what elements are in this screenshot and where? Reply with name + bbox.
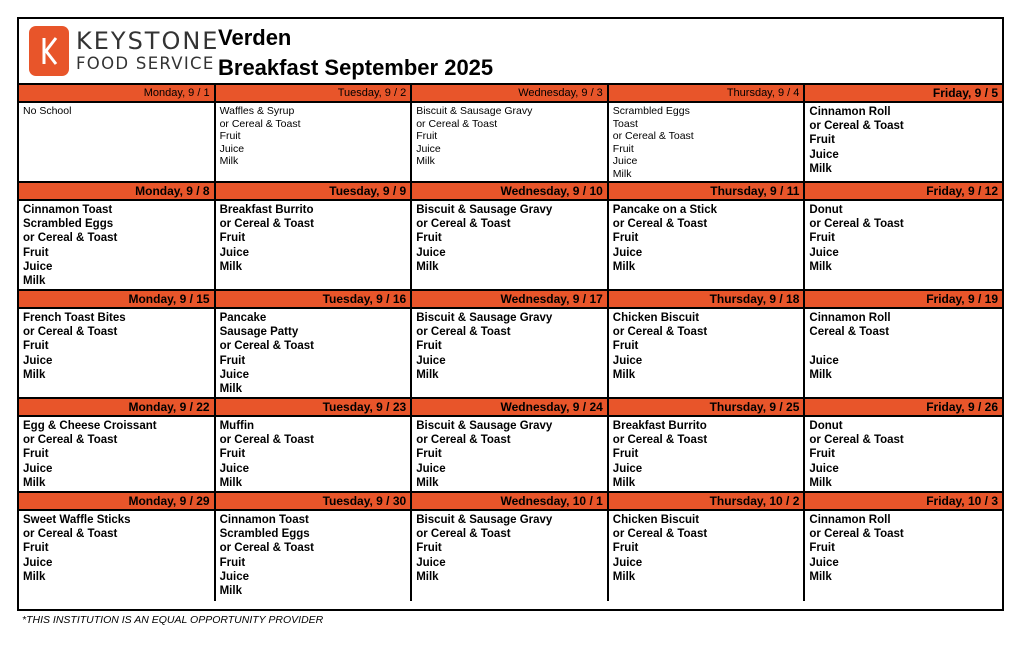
day-cell — [19, 183, 216, 291]
menu-item: Milk — [219, 584, 242, 597]
menu-item: Milk — [416, 476, 439, 489]
menu-item: Pancake — [219, 312, 267, 324]
menu-item: or Cereal & Toast — [219, 434, 314, 447]
day-date-header: Wednesday, 9 / 3 — [412, 85, 607, 103]
menu-item: Chicken Biscuit — [612, 514, 700, 526]
day-date-header: Monday, 9 / 8 — [19, 183, 214, 201]
day-cell — [412, 291, 609, 399]
menu-item: Milk — [416, 368, 439, 381]
menu-item: Fruit — [809, 232, 835, 245]
day-date-header: Friday, 10 / 3 — [805, 493, 1002, 511]
day-cell — [19, 493, 216, 601]
day-date-header: Monday, 9 / 29 — [19, 493, 214, 511]
day-date-header: Wednesday, 9 / 10 — [412, 183, 607, 201]
menu-item: Fruit — [416, 340, 442, 353]
keystone-logo-icon — [29, 26, 69, 76]
menu-item: Biscuit & Sausage Gravy — [416, 204, 553, 216]
menu-item: or Cereal & Toast — [416, 434, 511, 447]
menu-item: Cinnamon Roll — [809, 514, 891, 526]
day-menu-items — [19, 309, 214, 399]
day-cell — [19, 399, 216, 493]
menu-item: Donut — [809, 204, 843, 216]
day-date-header: Thursday, 9 / 4 — [609, 85, 804, 103]
logo-text-keystone: KEYSTONE — [76, 27, 220, 55]
menu-item: or Cereal & Toast — [809, 218, 904, 231]
day-menu-items — [412, 201, 607, 291]
day-cell — [609, 85, 806, 183]
menu-item: Biscuit & Sausage Gravy — [416, 312, 553, 324]
menu-item: Juice — [612, 556, 643, 569]
day-menu-items — [216, 201, 411, 291]
menu-item: or Cereal & Toast — [219, 340, 314, 353]
menu-item: Juice — [809, 462, 839, 475]
day-menu-items — [412, 417, 607, 493]
menu-item: Juice — [612, 462, 643, 475]
day-menu-items — [609, 417, 804, 493]
menu-item: or Cereal & Toast — [809, 528, 904, 541]
menu-item: or Cereal & Toast — [416, 528, 511, 541]
menu-item: or Cereal & Toast — [612, 326, 708, 339]
menu-item: Fruit — [416, 130, 438, 143]
menu-item: Juice — [612, 155, 638, 168]
day-date-header: Monday, 9 / 15 — [19, 291, 214, 309]
menu-item: Milk — [219, 382, 242, 395]
menu-item: Juice — [219, 142, 245, 155]
day-cell — [609, 399, 806, 493]
menu-item: Chicken Biscuit — [612, 312, 700, 324]
menu-item: or Cereal & Toast — [612, 528, 708, 541]
day-menu-items — [805, 417, 1002, 493]
menu-item: or Cereal & Toast — [23, 434, 118, 447]
day-date-header: Thursday, 9 / 18 — [609, 291, 804, 309]
day-cell — [609, 493, 806, 601]
day-cell — [412, 85, 609, 183]
day-menu-items — [609, 309, 804, 399]
menu-item: Milk — [23, 570, 46, 583]
menu-item: Cinnamon Roll — [809, 106, 891, 118]
menu-item: Toast — [612, 117, 638, 130]
menu-item: No School — [23, 105, 72, 117]
day-cell — [412, 183, 609, 291]
menu-item: or Cereal & Toast — [809, 434, 904, 447]
menu-item: Fruit — [416, 232, 442, 245]
menu-item: Fruit — [219, 130, 241, 143]
day-cell — [412, 399, 609, 493]
menu-item: Fruit — [809, 542, 835, 555]
menu-item: or Cereal & Toast — [219, 117, 301, 130]
menu-item: Fruit — [219, 556, 246, 569]
day-date-header: Wednesday, 9 / 17 — [412, 291, 607, 309]
day-menu-items — [805, 103, 1002, 183]
day-date-header: Thursday, 10 / 2 — [609, 493, 804, 511]
menu-item: Biscuit & Sausage Gravy — [416, 105, 533, 117]
menu-item: Muffin — [219, 420, 255, 432]
menu-item: Fruit — [219, 354, 246, 367]
menu-item: Milk — [219, 155, 239, 168]
menu-item: Milk — [612, 167, 632, 180]
day-cell — [216, 183, 413, 291]
day-date-header: Tuesday, 9 / 9 — [216, 183, 411, 201]
menu-item: or Cereal & Toast — [809, 120, 904, 133]
day-menu-items — [805, 309, 1002, 399]
menu-item: Milk — [809, 162, 832, 175]
day-menu-items — [805, 511, 1002, 601]
menu-item: or Cereal & Toast — [416, 218, 511, 231]
menu-item: Fruit — [416, 542, 442, 555]
day-cell — [412, 493, 609, 601]
day-date-header: Monday, 9 / 22 — [19, 399, 214, 417]
day-date-header: Thursday, 9 / 25 — [609, 399, 804, 417]
day-cell — [609, 291, 806, 399]
menu-item: Juice — [219, 570, 250, 583]
menu-item: Milk — [809, 476, 832, 489]
menu-item: Milk — [612, 570, 636, 583]
menu-item: Donut — [809, 420, 843, 432]
menu-item: Egg & Cheese Croissant — [23, 420, 157, 432]
menu-item: Juice — [416, 246, 446, 259]
day-cell — [805, 493, 1002, 601]
menu-item: Fruit — [809, 134, 835, 147]
day-menu-items — [216, 309, 411, 399]
menu-item: Juice — [416, 462, 446, 475]
day-cell — [216, 291, 413, 399]
day-date-header: Friday, 9 / 19 — [805, 291, 1002, 309]
menu-item: or Cereal & Toast — [612, 130, 694, 143]
menu-calendar-grid — [19, 85, 1002, 601]
menu-item: Milk — [23, 274, 46, 287]
menu-item: Fruit — [23, 246, 49, 259]
day-menu-items — [805, 201, 1002, 291]
menu-item: Juice — [23, 462, 53, 475]
day-date-header: Thursday, 9 / 11 — [609, 183, 804, 201]
day-menu-items — [609, 511, 804, 601]
menu-item: Juice — [219, 246, 250, 259]
menu-item: Juice — [612, 354, 643, 367]
menu-item: French Toast Bites — [23, 312, 126, 324]
menu-item: Juice — [23, 556, 53, 569]
day-date-header: Friday, 9 / 5 — [805, 85, 1002, 103]
menu-item: Milk — [612, 368, 636, 381]
menu-item: Milk — [416, 570, 439, 583]
menu-item: Milk — [219, 260, 242, 273]
menu-item: Milk — [23, 368, 46, 381]
day-menu-items — [216, 417, 411, 493]
day-cell — [609, 183, 806, 291]
school-name: Verden — [218, 25, 292, 50]
menu-item: Milk — [809, 570, 832, 583]
menu-item: Fruit — [23, 340, 49, 353]
menu-item: Scrambled Eggs — [219, 528, 310, 541]
menu-item: Juice — [612, 246, 643, 259]
menu-item: Fruit — [612, 340, 639, 353]
day-menu-items — [609, 201, 804, 291]
menu-item: Juice — [809, 148, 839, 161]
day-menu-items — [412, 309, 607, 399]
day-cell — [216, 493, 413, 601]
menu-item: Breakfast Burrito — [219, 204, 314, 216]
menu-item: Juice — [416, 142, 441, 155]
menu-item: Juice — [219, 462, 250, 475]
menu-item: Cereal & Toast — [809, 326, 890, 339]
menu-item: Fruit — [809, 448, 835, 461]
menu-item: Scrambled Eggs — [23, 218, 114, 231]
day-date-header: Tuesday, 9 / 23 — [216, 399, 411, 417]
menu-item: Juice — [809, 354, 839, 367]
day-menu-items — [19, 201, 214, 291]
menu-item: Fruit — [612, 142, 634, 155]
menu-item: Fruit — [416, 448, 442, 461]
menu-item: Juice — [416, 354, 446, 367]
menu-item: Biscuit & Sausage Gravy — [416, 420, 553, 432]
menu-item: or Cereal & Toast — [219, 542, 314, 555]
menu-item: Fruit — [219, 448, 246, 461]
menu-item: Scrambled Eggs — [612, 105, 690, 117]
day-cell — [216, 399, 413, 493]
day-menu-items — [19, 511, 214, 601]
menu-item: Milk — [23, 476, 46, 489]
day-menu-items — [19, 103, 214, 183]
menu-header — [19, 19, 1002, 85]
menu-item: Milk — [612, 260, 636, 273]
menu-item: Fruit — [219, 232, 246, 245]
menu-item: Cinnamon Toast — [23, 204, 113, 216]
menu-item: or Cereal & Toast — [612, 218, 708, 231]
menu-item: Pancake on a Stick — [612, 204, 717, 216]
footer-note: *THIS INSTITUTION IS AN EQUAL OPPORTUNITY PROVIDER — [22, 614, 324, 626]
menu-item: Milk — [612, 476, 636, 489]
menu-item: or Cereal & Toast — [23, 232, 118, 245]
menu-item: Juice — [219, 368, 250, 381]
menu-item: or Cereal & Toast — [612, 434, 708, 447]
page-title: Breakfast September 2025 — [218, 55, 494, 80]
day-date-header: Monday, 9 / 1 — [19, 85, 214, 103]
menu-item: Fruit — [612, 232, 639, 245]
day-date-header: Tuesday, 9 / 30 — [216, 493, 411, 511]
menu-item: Milk — [809, 260, 832, 273]
day-menu-items — [216, 103, 411, 183]
day-date-header: Tuesday, 9 / 2 — [216, 85, 411, 103]
menu-item: Juice — [809, 246, 839, 259]
day-date-header: Friday, 9 / 12 — [805, 183, 1002, 201]
menu-item: or Cereal & Toast — [219, 218, 314, 231]
menu-item: Milk — [416, 260, 439, 273]
day-menu-items — [412, 103, 607, 183]
day-menu-items — [19, 417, 214, 493]
menu-item: Juice — [809, 556, 839, 569]
menu-item: Breakfast Burrito — [612, 420, 707, 432]
day-date-header: Wednesday, 9 / 24 — [412, 399, 607, 417]
day-menu-items — [216, 511, 411, 601]
menu-item: Juice — [416, 556, 446, 569]
menu-item: Fruit — [23, 448, 49, 461]
day-cell — [19, 85, 216, 183]
menu-item: Fruit — [612, 542, 639, 555]
day-date-header: Wednesday, 10 / 1 — [412, 493, 607, 511]
day-date-header: Tuesday, 9 / 16 — [216, 291, 411, 309]
menu-item: or Cereal & Toast — [416, 326, 511, 339]
menu-item: Juice — [23, 260, 53, 273]
logo-text-food-service: FOOD SERVICE — [76, 54, 215, 73]
day-menu-items — [609, 103, 804, 183]
menu-item: or Cereal & Toast — [23, 528, 118, 541]
menu-item: Waffles & Syrup — [219, 105, 295, 117]
menu-item: Biscuit & Sausage Gravy — [416, 514, 553, 526]
day-cell — [805, 85, 1002, 183]
day-cell — [805, 183, 1002, 291]
menu-item: Milk — [219, 476, 242, 489]
menu-item: Milk — [809, 368, 832, 381]
menu-item: Juice — [23, 354, 53, 367]
menu-sheet — [17, 17, 1004, 611]
menu-item — [809, 339, 998, 353]
day-cell — [805, 291, 1002, 399]
menu-item: Sausage Patty — [219, 326, 299, 339]
menu-item: Fruit — [23, 542, 49, 555]
day-menu-items — [412, 511, 607, 601]
menu-item: Cinnamon Toast — [219, 514, 309, 526]
menu-item: Sweet Waffle Sticks — [23, 514, 131, 526]
menu-item: Cinnamon Roll — [809, 312, 891, 324]
day-cell — [19, 291, 216, 399]
menu-item: Fruit — [612, 448, 639, 461]
day-date-header: Friday, 9 / 26 — [805, 399, 1002, 417]
day-cell — [216, 85, 413, 183]
menu-item: Milk — [416, 155, 435, 168]
menu-item: or Cereal & Toast — [416, 117, 498, 130]
day-cell — [805, 399, 1002, 493]
menu-item: or Cereal & Toast — [23, 326, 118, 339]
